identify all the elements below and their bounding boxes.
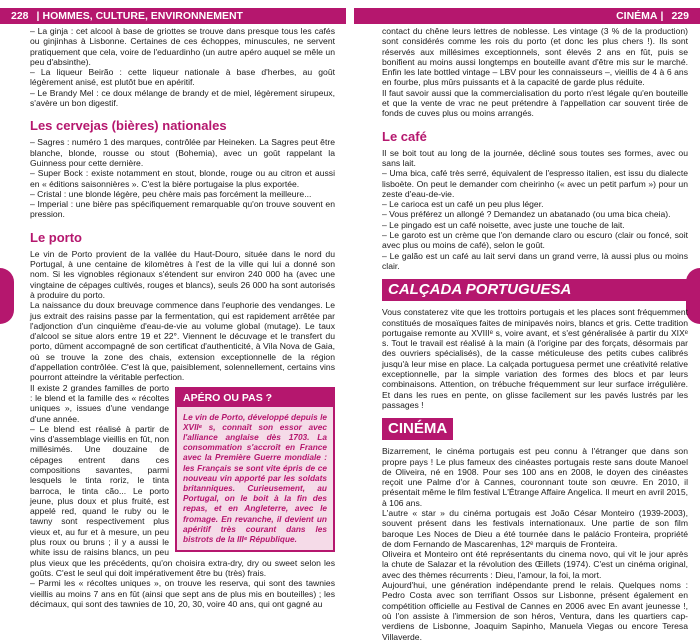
sidebar-box-apero xyxy=(175,387,335,553)
paragraph: – Sagres : numéro 1 des marques, contrôlée par Heineken. La Sagres peut être blanche, blonde, rousse ou stout (Bohemia), avec un goût rappelant la Guinness pour cette dernière. xyxy=(30,137,335,168)
paragraph: – Imperial : une bière pas spécifiquement remarquable qu'on trouve souvent en pression. xyxy=(30,199,335,220)
paragraph: – Parmi les « récoltes uniques », on trouve les reserva, qui sont des tawnies vieillis au moins 7 ans en fût (ainsi que sept ans de plus mis en bouteilles) ; les décimaux, qui sont des tawnies de 10, 20, 30, voire 40 ans, qui ont gagné au xyxy=(30,578,335,609)
sidebar-box-title: APÉRO OU PAS ? xyxy=(177,389,333,407)
left-thumb-tab xyxy=(0,268,14,324)
section-heading-cafe: Le café xyxy=(382,128,427,144)
section-banner-calcada: CALÇADA PORTUGUESA xyxy=(382,279,688,301)
paragraph: – Super Bock : existe notamment en stout, blonde, rouge ou au citron et aussi en « éditions saisonnières ». C'est la bière portugaise la plus exportée. xyxy=(30,168,335,189)
paragraph: – Le carioca est un café un peu plus léger. xyxy=(382,199,544,210)
paragraph: – Le Brandy Mel : ce doux mélange de brandy et de miel, légèrement sirupeux, s'avère un bon digestif. xyxy=(30,87,335,109)
header-separator: | xyxy=(660,10,664,22)
right-page-number: 229 xyxy=(671,10,689,22)
left-running-title: HOMMES, CULTURE, ENVIRONNEMENT xyxy=(42,10,243,22)
paragraph: – Le galão est un café au lait servi dans un grand verre, là aussi plus ou moins clair. xyxy=(382,250,688,271)
paragraph: Vous constaterez vite que les trottoirs portugais et les places sont fréquemment constitués de mosaïques faites de minipavés noirs, blancs et gris. Cette tradition portugaise remonte au XVIIIᵉ s, voire avant, et s'est généralisée à partir du XIXᵉ s. Tout le travail est réalisé à la main (à l'origine par des forçats, désormais par des ouvriers spécialisés), de la casse méticuleuse des petits cubes calibrés jusqu'à leur mise en place. La calçada portuguesa permet une créativité relative exceptionnelle, par la simple variation des formes des blocs et par leurs combinaisons. Attention, on trébuche fréquemment sur leur surface irrégulière. Et dans les rues en pente, on glisse facilement sur les pavés lustrés par les passages ! xyxy=(382,307,688,410)
left-page-number: 228 xyxy=(11,10,29,22)
paragraph: – Le blend est réalisé à partir de vins d'assemblage vieillis en fût, non millésimés. Une douzaine de cépages entrent dans ces compositions savantes, parmi lesquels le tinta roriz, le tinta barroca, le tinta cão... Le porto jeune, plus doux et plus fruité, est appelé red, quand le ruby ou le tawny sont respectivement plus vieux et, au fur et à mesure, un peu plus roux ou bruns ; il y a aussi le white issu de raisins blancs, un peu plus vieux que les précédents, qu'on choisira extra-dry, dry ou sweet selon les goûts. C'est le seul qui doit impérativement être bu (très) frais. xyxy=(30,423,335,578)
paragraph: – Uma bica, café très serré, équivalent de l'espresso italien, est issu du dialecte lisboète. On peut le demander com cheirinho (« avec un petit parfum ») pour un zeste d'eau-de-vie. xyxy=(382,168,688,199)
paragraph: Il faut savoir aussi que la commercialisation du porto n'est légale qu'en bouteille et que la vente de vrac ne peut prétendre à l'appellation car souvent tirée de fonds de cuves plus ou moins arrangés. xyxy=(382,87,688,119)
header-separator: | xyxy=(36,10,40,22)
paragraph: Le vin de Porto provient de la vallée du Haut-Douro, située dans le nord du Portugal, à une centaine de kilomètres à l'est de la ville qui lui a donné son nom. Si les vignobles régionaux s'étendent sur environ 240 000 ha (avec une vingtaine de cépages cultivés, rouges et blancs), seuls 26 000 ha sont autorisés à produire du porto. xyxy=(30,248,335,300)
paragraph: – Cristal : une blonde légère, peu chère mais pas forcément la meilleure... xyxy=(30,188,312,199)
paragraph: – La liqueur Beirão : cette liqueur nationale à base d'herbes, au goût légèrement anisé, est plutôt bue en apéritif. xyxy=(30,67,335,88)
paragraph: – La ginja : cet alcool à base de griottes se trouve dans presque tous les cafés ou ginjinhas à Lisbonne. Certaines de ces échoppes, minuscules, ne servent pratiquement que cela, voire de l'eduardinho (un autre apéro auquel se mêle un peu d'absinthe). xyxy=(30,26,335,67)
right-page-header xyxy=(354,8,700,24)
right-thumb-tab xyxy=(686,268,700,324)
paragraph: La naissance du doux breuvage commence dans l'euphorie des vendanges. Le jus extrait des raisins passe par la fermentation, qui est rapidement arrêtée par l'adjonction d'un cinquième d'eau-de-vie au volume global (mutage). Le taux d'alcool se situe alors entre 19 et 22°. Viennent le décuvage et le transfert du porto, dûment accompagné de son certificat d'authenticité, à Vila Nova de Gaia, où se trouve la zone des chais, extension exceptionnelle de la région d'appellation contrôlée. C'est là que, paisiblement, solennellement, certains vins pourront atteindre la véritable perfection. xyxy=(30,300,335,383)
paragraph: Il se boit tout au long de la journée, décliné sous toutes ses formes, avec ou sans lait. xyxy=(382,147,688,168)
section-banner-cinema: CINÉMA xyxy=(382,418,453,440)
page-gutter xyxy=(346,0,354,584)
left-page-header xyxy=(0,8,346,24)
paragraph: contact du chêne leurs lettres de noblesse. Les vintage (3 % de la production) sont considérés comme les rois du porto (et donc les plus chers !). Ils sont réservés aux millésimes exceptionnels, sont élevés 2 ans en fût, puis se bonifient au moins aussi longtemps en bouteille avant d'être mis sur le marché. Enfin les late bottled vintage – LBV pour les connaisseurs –, vieillis de 4 à 6 ans en fourbe, plus mûrs puissants et à la capacité de garde plus réduite. xyxy=(382,26,688,88)
paragraph: Il existe 2 grandes familles de porto : le blend et la famille des « récoltes uniques », issues d'une vendange d'une année. xyxy=(30,382,169,424)
section-heading-beer: Les cervejas (bières) nationales xyxy=(30,118,227,134)
paragraph: Bizarrement, le cinéma portugais est peu connu à l'étranger que dans son propre pays ! Le plus fameux des cinéastes portugais reste sans doute Manoel de Oliveira, né en 1908. Pour ses 100 ans en 2008, le doyen des cinéastes reçoit une Palme d'or à Cannes, couronnant toute son œuvre. En 2010, il présentait même le film festival L'Étrange Affaire Angelica. Il meurt en avril 2015, à 106 ans. xyxy=(382,446,688,508)
paragraph: Aujourd'hui, une génération indépendante prend le relais. Quelques noms : Pedro Costa avec son terrifiant Ossos sur Lisbonne, présent également en compétition officielle au Festival de Cannes en 2006 avec En avant jeunesse !, où l'on assiste à l'immersion de son héros, Ventura, dans les quartiers cap-verdiens de Lisbonne, Joaquim Sapinho, Manuela Viegas ou encore Teresa Villaverde. xyxy=(382,580,688,642)
paragraph: – Vous préférez un allongé ? Demandez un abatanado (ou uma bica cheia). xyxy=(382,209,671,220)
sidebar-box-text: Le vin de Porto, développé depuis le XVIIᵉ s, connaît son essor avec l'alliance anglaise dès 1703. La consommation s'accroît en France avec la Première Guerre mondiale : les Français se sont vite épris de ce nouveau vin apporté par les soldats britanniques. Curieusement, au Portugal, on le boit à la fin des repas, et en Angleterre, avec le fromage. En revanche, il devient un apéritif très courant dans les bistrots de la IIIᵉ République. xyxy=(183,411,327,545)
paragraph: Oliveira et Monteiro ont été représentants du cinema novo, qui vit le jour après la chute de Salazar et la révolution des Œillets (1974). C'est un cinéma original, avec des thèmes récurrents : Dieu, l'amour, la foi, la mort. xyxy=(382,549,688,580)
right-page-column xyxy=(382,26,688,642)
paragraph: – Le garoto est un crème que l'on demande claro ou escuro (clair ou foncé, soit avec plus ou moins de café), selon le goût. xyxy=(382,230,688,251)
right-running-title: CINÉMA xyxy=(616,10,658,22)
section-heading-porto: Le porto xyxy=(30,229,82,245)
left-page-column xyxy=(30,26,335,609)
paragraph: L'autre « star » du cinéma portugais est João César Monteiro (1939-2003), souvent présent dans les festivals internationaux. Une partie de son film baroque Les Noces de Dieu a été tournée dans le palácio Fronteira, propriété de dom Fernando de Mascarenhas, 12ᵉ marquis de Fronteira. xyxy=(382,507,688,549)
paragraph: – Le pingado est un café noisette, avec juste une touche de lait. xyxy=(382,219,625,230)
